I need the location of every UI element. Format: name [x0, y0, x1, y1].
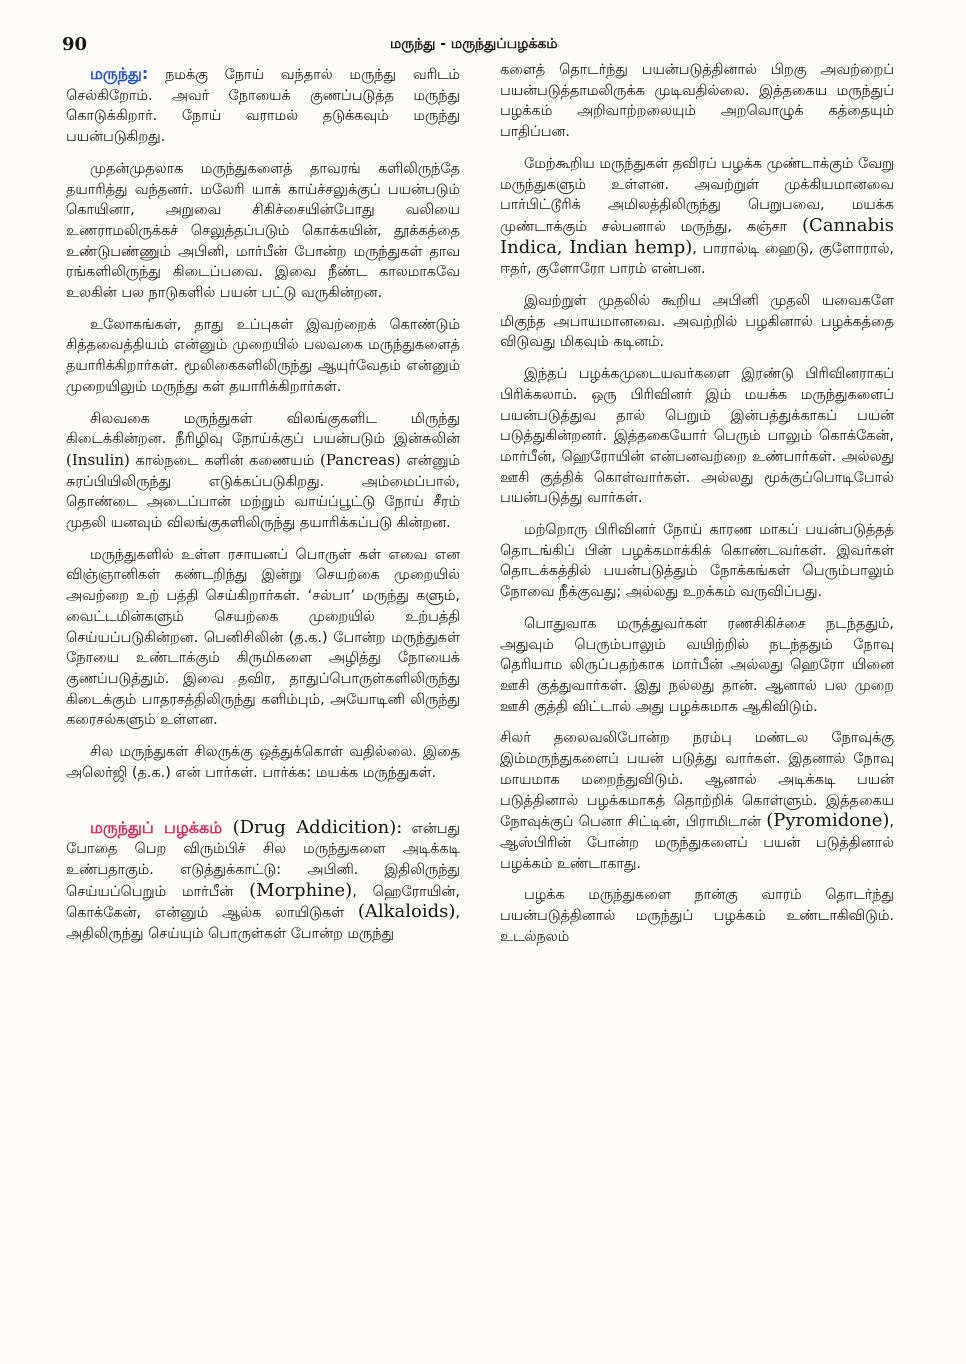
paragraph-text: , பாரால்டி ஹைடு, குளோரால், ஈதர், குளோரோ பாரம் என்பன.	[500, 240, 894, 278]
latin-morphine: (Morphine)	[249, 879, 353, 901]
paragraph-synthetic-drugs: மருந்துகளில் உள்ள ரசாயனப் பொருள் கள் எவை என விஞ்ஞானிகள் கண்டறிந்து இன்று செயற்கை முறையில் அவற்றை உற் பத்தி செய்கிறார்கள். ‘சல்பா’ மருந்து களும், வைட்டமின்களும் செயற்கை முறையில் உற்பத்தி செய்யப்படுகின்றன. பெனிசிலின் (த.க.) போன்ற மருந்துகள் நோயை உண்டாக்கும் கிருமிகளை அழித்து நோயைக் குணப்படுத்தும். இவை தவிர, தாதுப்பொருள்களிலிருந்து கிடைக்கும் பாதரசத்திலிருந்து களிம்பும், அயோடினி லிருந்து கரைசல்களும் உள்ளன.	[66, 546, 460, 729]
paragraph-headache	[500, 728, 894, 874]
paragraph-text: நமக்கு நோய் வந்தால் மருந்து வரிடம் செல்கிறோம். அவர் நோயைக் குணப்படுத்த மருந்து கொடுக்கிறார். நோய் வராமல் தடுக்கவும் மருந்து பயன்படுகிறது.	[66, 67, 460, 146]
paragraph-continuation: களைத் தொடர்ந்து பயன்படுத்தினால் பிறகு அவற்றைப் பயன்படுத்தாமலிருக்க முடிவதில்லை. இத்தகைய மருந்துப் பழக்கம் அறிவாற்றலையும் அறவொழுக் கத்தையும் பாதிப்பன.	[500, 62, 894, 141]
paragraph-text: என்னும் சுரப்பியிலிருந்து எடுக்கப்படுகிறது. அம்மைப்பால், தொண்டை அடைப்பான் மற்றும் வாய்ப்பூட்டு நோய் சீரம் முதலி யனவும் விலங்குகளிலிருந்து தயாரிக்கப்படு கின்றன.	[66, 452, 460, 532]
right-column	[500, 60, 894, 958]
paragraph-dangerous-drugs: இவற்றுள் முதலில் கூறிய அபினி முதலி யவைகளே மிகுந்த அபாயமானவை. அவற்றில் பழகினால் பழக்கத்தை விடுவது மிகவும் கடினம்.	[500, 293, 894, 351]
running-title: மருந்து - மருந்துப்பழக்கம்	[390, 36, 558, 52]
paragraph-drug-definition	[66, 64, 460, 148]
paragraph-two-groups: இந்தப் பழக்கமுடையவர்களை இரண்டு பிரிவினராகப் பிரிக்கலாம். ஒரு பிரிவினர் இம் மயக்க மருந்துகளைப் பயன்படுத்துவ தால் பெறும் இன்பத்துக்காகப் பயன் படுத்துகின்றனர். இத்தகையோர் பெரும் பாலும் கொக்கேன், மார்பீன், ஹெரோயின் என்பனவற்றை உண்பார்கள். அல்லது ஊசி குத்திக் கொள்வார்கள். அல்லது மூக்குப்பொடிபோல் பயன்படுத்து வார்கள்.	[500, 366, 894, 507]
paragraph-text: சிலவகை மருந்துகள் விலங்குகளிட மிருந்து கிடைக்கின்றன. நீரிழிவு நோய்க்குப் பயன்படும் இன்சுலின்	[66, 410, 460, 448]
page-number: 90	[62, 34, 88, 55]
paragraph-text: மேற்கூறிய மருந்துகள் தவிரப் பழக்க முண்டாக்கும் வேறு மருந்துகளும் உள்ளன. அவற்றுள் முக்கியமானவை பார்பிட்டூரிக் அமிலத்திலிருந்து பெறுபவை, மயக்க முண்டாக்கும் சல்பனால் மருந்து, கஞ்சா	[500, 155, 894, 235]
paragraph-text: என்பது போதை பெற விரும்பிச் சில மருந்துகளை அடிக்கடி உண்பதாகும். எடுத்துக்காட்டு: அபினி. இதிலிருந்து செய்யப்பெறும் மார்பீன்	[66, 820, 460, 900]
latin-pancreas: (Pancreas)	[319, 450, 401, 469]
paragraph-text: , ஆஸ்பிரின் போன்ற மருந்துகளைப் பயன் படுத்தினால் பழக்கம் உண்டாகாது.	[500, 814, 894, 872]
paragraph-allergy: சில மருந்துகள் சிலருக்கு ஒத்துக்கொள் வதில்லை. இதை அலெர்ஜி (த.க.) என் பார்கள். பார்க்க: மயக்க மருந்துகள்.	[66, 744, 460, 781]
paragraph-other-drugs	[500, 154, 894, 280]
paragraph-text: சிலர் தலைவலிபோன்ற நரம்பு மண்டல நோவுக்கு இம்மருந்துகளைப் பயன் படுத்து வார்கள். இதனால் நோவு மாயமாக மறைந்துவிடும். ஆனால் அடிக்கடி பயன் படுத்தினால் பழக்கமாகத் தொற்றிக் கொள்ளும். இத்தகைய நோவுக்குப் பெனா சிட்டின், பிராமிடான்	[500, 730, 894, 831]
paragraph-mineral-sources: உலோகங்கள், தாது உப்புகள் இவற்றைக் கொண்டும் சித்தவைத்தியம் என்னும் முறையில் பலவகை மருந்துகளைத் தயாரிக்கிறார்கள். மூலிகைகளிலிருந்து ஆயுர்வேதம் என்னும் முறையிலும் மருந்து கள் தயாரிக்கிறார்கள்.	[66, 316, 460, 395]
paragraph-text: , ஹெரோயின், கொக்கேன், என்னும் ஆல்க லாயிடுகள்	[66, 883, 460, 922]
paragraph-four-weeks: பழக்க மருந்துகளை நான்கு வாரம் தொடர்ந்து பயன்படுத்தினால் மருந்துப் பழக்கம் உண்டாகிவிடும். உடல்நலம்	[500, 887, 894, 945]
paragraph-text: கால்நடை களின் கணையம்	[129, 452, 320, 469]
paragraph-second-group: மற்றொரு பிரிவினர் நோய் காரண மாகப் பயன்படுத்தத் தொடங்கிப் பின் பழக்கமாக்கிக் கொண்டவர்கள். இவர்கள் தொடக்கத்தில் பயன்படுத்தும் நோக்கங்கள் பெரும்பாலும் நோவை நீக்குவது; அல்லது உறக்கம் வருவிப்பது.	[500, 522, 894, 601]
paragraph-doctors: பொதுவாக மருத்துவர்கள் ரணசிகிச்சை நடந்ததும், அதுவும் பெரும்பாலும் வயிற்றில் நடந்ததும் நோவு தெரியாம லிருப்பதற்காக மார்பீன் அல்லது ஹெரோ யினை ஊசி குத்துவார்கள். இது நல்லது தான். ஆனால் பல முறை ஊசி குத்தி விட்டால் அது பழக்கமாக ஆகிவிடும்.	[500, 615, 894, 715]
left-column	[66, 64, 460, 956]
latin-pyromidone: (Pyromidone)	[766, 810, 890, 832]
latin-drug-addiction: (Drug Addicition):	[222, 816, 403, 838]
latin-alkaloids: (Alkaloids)	[357, 901, 456, 923]
paragraph-text: , அதிலிருந்து செய்யும் பொருள்கள் போன்ற மருந்து	[66, 905, 460, 943]
latin-insulin: (Insulin)	[66, 450, 130, 469]
paragraph-animal-sources	[66, 409, 460, 534]
term-drug-addiction: மருந்துப் பழக்கம்	[90, 817, 223, 837]
paragraph-drug-addiction	[66, 818, 460, 945]
paragraph-plant-sources: முதன்முதலாக மருந்துகளைத் தாவரங் களிலிருந்தே தயாரித்து வந்தனர். மலேரி யாக் காய்ச்சலுக்குப் பயன்படும் கொயினா, அறுவை சிகிச்சையின்போது வலியை உணராமலிருக்கச் செலுத்தப்படும் கொக்கயின், தூக்கத்தை உண்டுபண்ணும் அபினி, மார்பீன் போன்ற மருந்துகள் தாவ ரங்களிலிருந்து கிடைப்பவை. இவை நீண்ட காலமாகவே உலகின் பல நாடுகளில் பயன் பட்டு வருகின்றன.	[66, 160, 460, 302]
term-marunthu: மருந்து:	[90, 64, 149, 83]
latin-cannabis: (Cannabis Indica, Indian hemp)	[500, 214, 894, 258]
